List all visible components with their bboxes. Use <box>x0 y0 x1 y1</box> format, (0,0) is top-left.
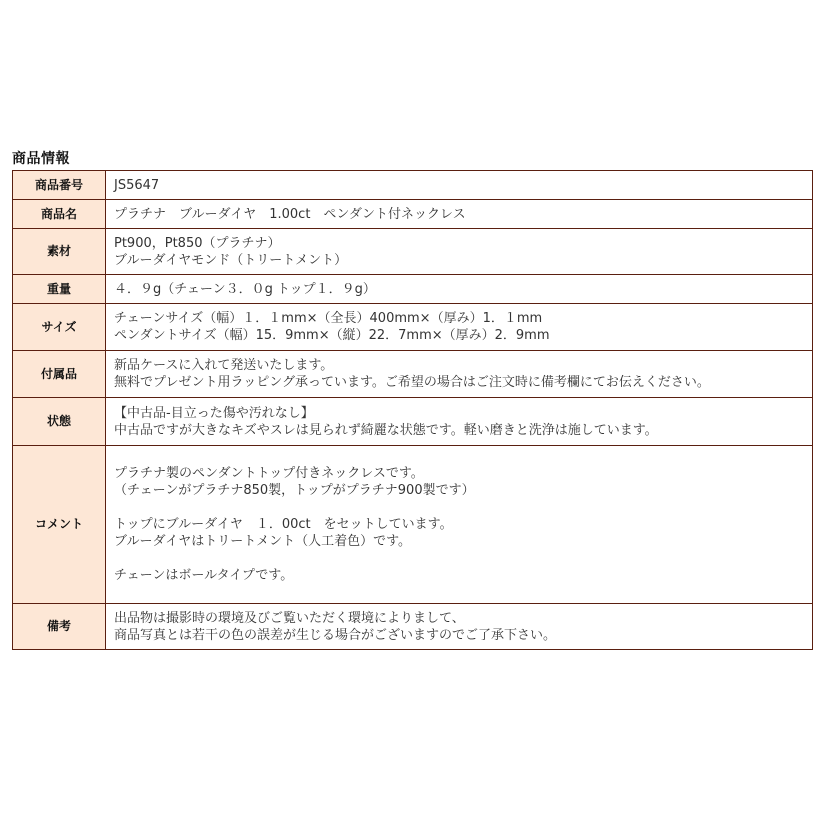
row-label-accessories: 付属品 <box>13 351 106 398</box>
product-info-table <box>12 170 813 650</box>
row-label-size: サイズ <box>13 304 106 351</box>
value-line: ブルーダイヤはトリートメント（人工着色）です。 <box>114 534 412 549</box>
value-line: ペンダントサイズ（幅）15．9mm×（縦）22．7mm×（厚み）2．9mm <box>114 328 550 343</box>
value-line: Pt900，Pt850（プラチナ） <box>114 235 281 251</box>
table-row <box>13 604 813 650</box>
value-line: プラチナ製のペンダントトップ付きネックレスです。 <box>114 466 424 481</box>
row-label-condition: 状態 <box>13 398 106 446</box>
value-line: 中古品ですが大きなキズやスレは見られず綺麗な状態です。軽い磨きと洗浄は施しています。 <box>114 422 658 438</box>
row-value-product-number <box>106 171 813 200</box>
row-label-product-name: 商品名 <box>13 200 106 229</box>
table-row <box>13 304 813 351</box>
value-line: 新品ケースに入れて発送いたします。 <box>114 358 334 373</box>
value-line: ４．９g（チェーン３．０g トップ１．９g） <box>114 281 376 297</box>
value-line: 【中古品-目立った傷や汚れなし】 <box>114 405 314 421</box>
row-label-notes: 備考 <box>13 604 106 650</box>
row-value-accessories <box>106 351 813 398</box>
row-value-material <box>106 229 813 275</box>
table-row <box>13 229 813 275</box>
value-line: 出品物は撮影時の環境及びご覧いただく環境によりまして、 <box>114 610 465 626</box>
table-row <box>13 351 813 398</box>
row-label-weight: 重量 <box>13 275 106 304</box>
row-label-comment: コメント <box>13 446 106 604</box>
value-line: チェーンサイズ（幅）１．１mm×（全長）400mm×（厚み）1．１mm <box>114 311 543 326</box>
row-value-condition <box>106 398 813 446</box>
value-spacer <box>114 584 806 601</box>
table-row <box>13 171 813 200</box>
row-value-size <box>106 304 813 351</box>
table-row <box>13 275 813 304</box>
value-line: ブルーダイヤモンド（トリートメント） <box>114 252 348 268</box>
value-spacer <box>114 499 806 516</box>
section-title: 商品情報 <box>12 151 70 167</box>
value-line: 無料でプレゼント用ラッピング承っています。ご希望の場合はご注文時に備考欄にてお伝えください。 <box>114 375 710 390</box>
value-line: プラチナ ブルーダイヤ 1.00ct ペンダント付ネックレス <box>114 206 466 222</box>
row-value-product-name <box>106 200 813 229</box>
value-line: JS5647 <box>114 177 160 193</box>
value-line: トップにブルーダイヤ １．00ct をセットしています。 <box>114 517 453 532</box>
table-row <box>13 398 813 446</box>
value-line: 商品写真とは若干の色の誤差が生じる場合がございますのでご了承下さい。 <box>114 627 557 643</box>
row-label-product-number: 商品番号 <box>13 171 106 200</box>
row-value-notes <box>106 604 813 650</box>
value-line: （チェーンがプラチナ850製，トップがプラチナ900製です） <box>114 483 475 498</box>
row-label-material: 素材 <box>13 229 106 275</box>
value-line: チェーンはボールタイプです。 <box>114 568 294 583</box>
row-value-weight <box>106 275 813 304</box>
value-spacer <box>114 550 806 567</box>
row-value-comment <box>106 446 813 604</box>
value-spacer <box>114 448 806 465</box>
table-row <box>13 200 813 229</box>
table-row <box>13 446 813 604</box>
